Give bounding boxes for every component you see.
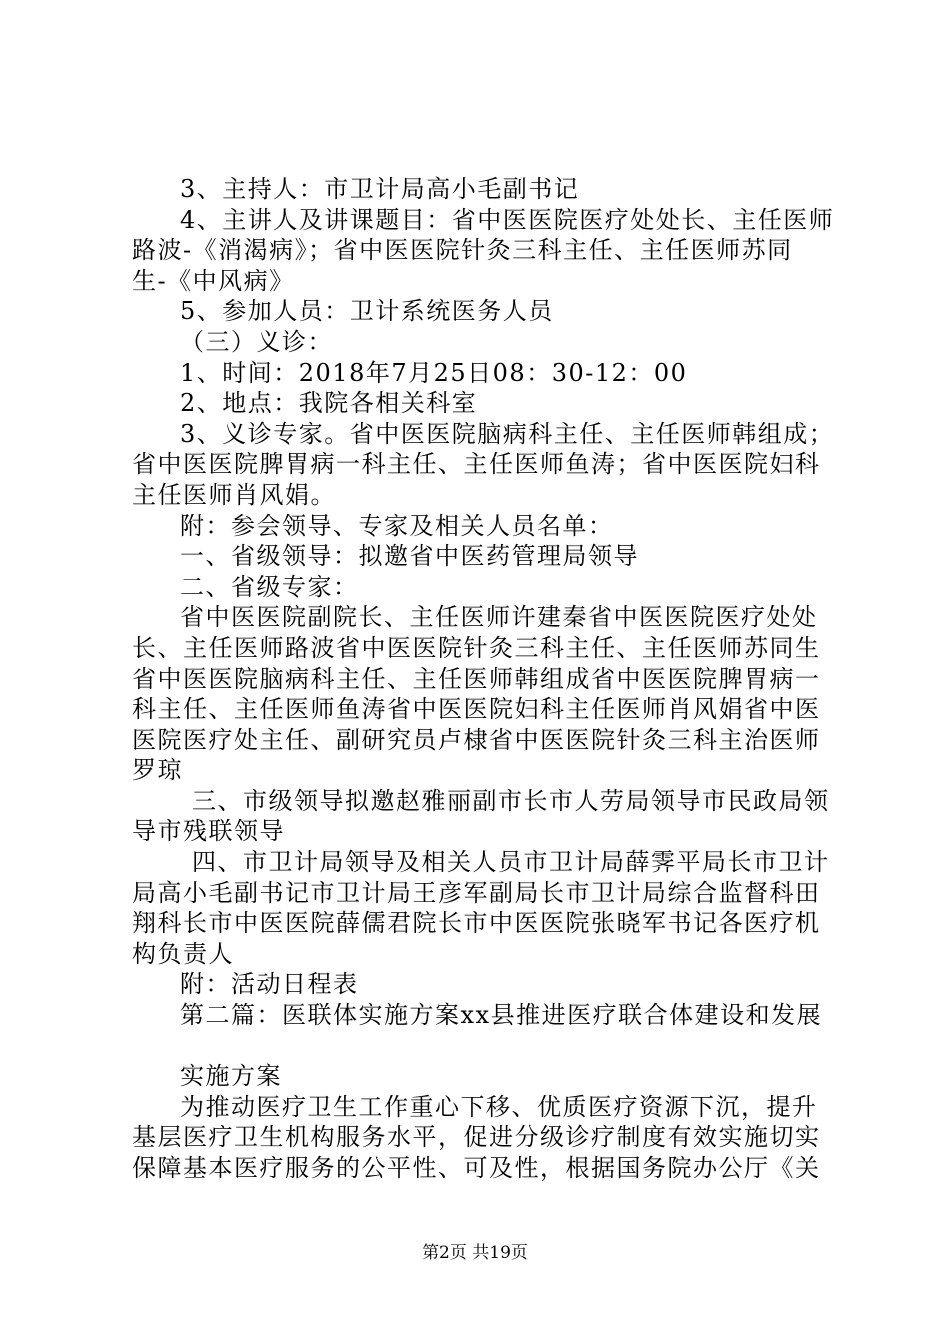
page-footer: 第2页 共19页 <box>422 1243 528 1263</box>
text-line: 主任医师肖风娟。 <box>132 480 336 509</box>
text-line: 导市残联领导 <box>132 817 285 846</box>
text-line: 省中医医院副院长、主任医师许建秦省中医医院医疗处处 <box>180 603 818 632</box>
text-line: 基层医疗卫生机构服务水平，促进分级诊疗制度有效实施切实 <box>132 1123 821 1152</box>
text-line: 科主任、主任医师鱼涛省中医医院妇科主任医师肖风娟省中医 <box>132 695 821 724</box>
text-line: 长、主任医师路波省中医医院针灸三科主任、主任医师苏同生 <box>132 633 821 662</box>
blank-line <box>132 1031 832 1062</box>
text-line: 1、时间：2018年7月25日08：30-12：00 <box>180 358 688 387</box>
text-line: 2、地点：我院各相关科室 <box>180 389 478 418</box>
text-line: 4、主讲人及讲课题目：省中医医院医疗处处长、主任医师 <box>180 205 835 234</box>
text-line: 保障基本医疗服务的公平性、可及性，根据国务院办公厅《关 <box>132 1154 821 1182</box>
text-line: 三、市级领导拟邀赵雅丽副市长市人劳局领导市民政局领 <box>192 786 830 815</box>
text-line: 生-《中风病》 <box>132 266 295 295</box>
text-line: 省中医医院脾胃病一科主任、主任医师鱼涛；省中医医院妇科 <box>132 450 821 479</box>
text-line: 3、义诊专家。省中医医院脑病科主任、主任医师韩组成； <box>180 419 835 448</box>
text-line: 附：参会领导、专家及相关人员名单： <box>180 511 614 540</box>
text-line: 省中医医院脑病科主任、主任医师韩组成省中医医院脾胃病一 <box>132 664 821 693</box>
text-line: 5、参加人员：卫计系统医务人员 <box>180 297 554 326</box>
text-line: 实施方案 <box>180 1062 282 1091</box>
document-body <box>132 174 835 1184</box>
text-line: 为推动医疗卫生工作重心下移、优质医疗资源下沉，提升 <box>180 1092 818 1121</box>
text-line: 罗琼 <box>132 756 183 785</box>
text-line: 二、省级专家： <box>180 572 359 601</box>
text-line: 翔科长市中医医院薛儒君院长市中医医院张晓军书记各医疗机 <box>132 909 821 938</box>
text-line: 一、省级领导：拟邀省中医药管理局领导 <box>180 542 639 571</box>
text-line: 附：活动日程表 <box>180 970 359 999</box>
text-line: 医院医疗处主任、副研究员卢棣省中医医院针灸三科主治医师 <box>132 725 821 754</box>
text-line: 第二篇：医联体实施方案xx县推进医疗联合体建设和发展 <box>180 1001 823 1030</box>
text-line: 路波-《消渴病》；省中医医院针灸三科主任、主任医师苏同 <box>132 236 793 265</box>
text-line: 局高小毛副书记市卫计局王彦军副局长市卫计局综合监督科田 <box>132 878 821 907</box>
text-line: 四、市卫计局领导及相关人员市卫计局薛霁平局长市卫计 <box>192 848 830 877</box>
text-line: 构负责人 <box>132 939 234 968</box>
text-line: 3、主持人：市卫计局高小毛副书记 <box>180 175 580 203</box>
text-line: （三）义诊： <box>180 327 333 356</box>
